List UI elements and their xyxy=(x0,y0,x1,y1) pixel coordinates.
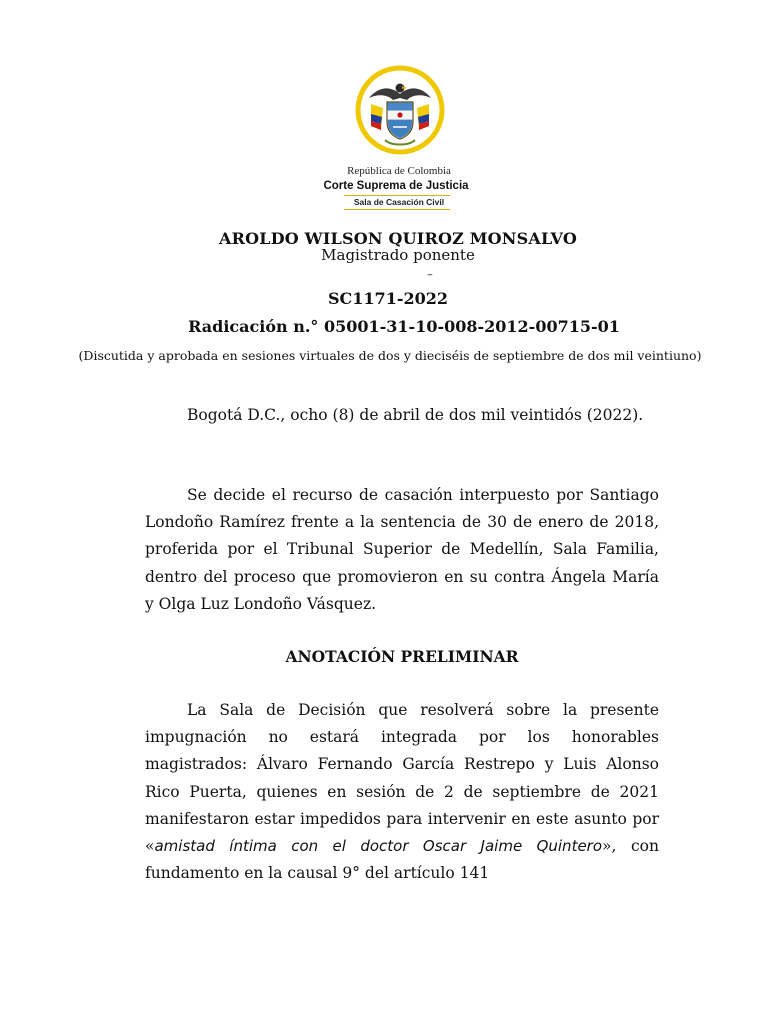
colombia-coat-of-arms-icon xyxy=(349,64,451,156)
case-summary-paragraph: Se decide el recurso de casación interpuesto por Santiago Londoño Ramírez frente a la sentencia de 30 de enero de 2018, proferida por el Tribunal Superior de Medellín, Sala Familia, dentro del proceso que promovieron en su contra Ángela María y Olga Luz Londoño Vásquez. xyxy=(145,486,659,613)
letterhead-court-name: Corte Suprema de Justicia xyxy=(323,180,469,192)
letterhead-divider-bottom xyxy=(344,209,450,210)
case-number: SC1171-2022 xyxy=(328,289,448,308)
magistrate-name: AROLDO WILSON QUIROZ MONSALVO xyxy=(219,229,577,248)
magistrate-role: Magistrado ponente xyxy=(321,246,475,264)
letterhead-divider xyxy=(344,195,450,196)
preliminary-note-text: La Sala de Decisión que resolverá sobre la presente impugnación no estará integrada por los honorables magistrados: Álvaro Fernando García Restrepo y Luis Alonso Rico Puerta, quienes en sesión de 2 de septiembre de 2021 manifestaron estar impedidos para intervenir en este asunto por « xyxy=(145,701,659,856)
date-paragraph: Bogotá D.C., ocho (8) de abril de dos mil veintidós (2022). xyxy=(187,406,644,424)
discussion-note: (Discutida y aprobada en sesiones virtuales de dos y dieciséis de septiembre de dos mil veintiuno) xyxy=(78,348,702,363)
section-title: ANOTACIÓN PRELIMINAR xyxy=(285,647,519,666)
letterhead-country: República de Colombia xyxy=(347,165,451,177)
separator-dash: – xyxy=(427,268,433,281)
radicacion-number: Radicación n.° 05001-31-10-008-2012-00715-01 xyxy=(188,317,620,336)
preliminary-note-text-end: », con fundamento en la causal 9° del artículo 141 xyxy=(145,837,660,883)
quoted-phrase: amistad íntima con el doctor Oscar Jaime Quintero xyxy=(154,837,603,856)
letterhead-chamber: Sala de Casación Civil xyxy=(353,197,445,207)
preliminary-note-paragraph xyxy=(145,697,659,887)
